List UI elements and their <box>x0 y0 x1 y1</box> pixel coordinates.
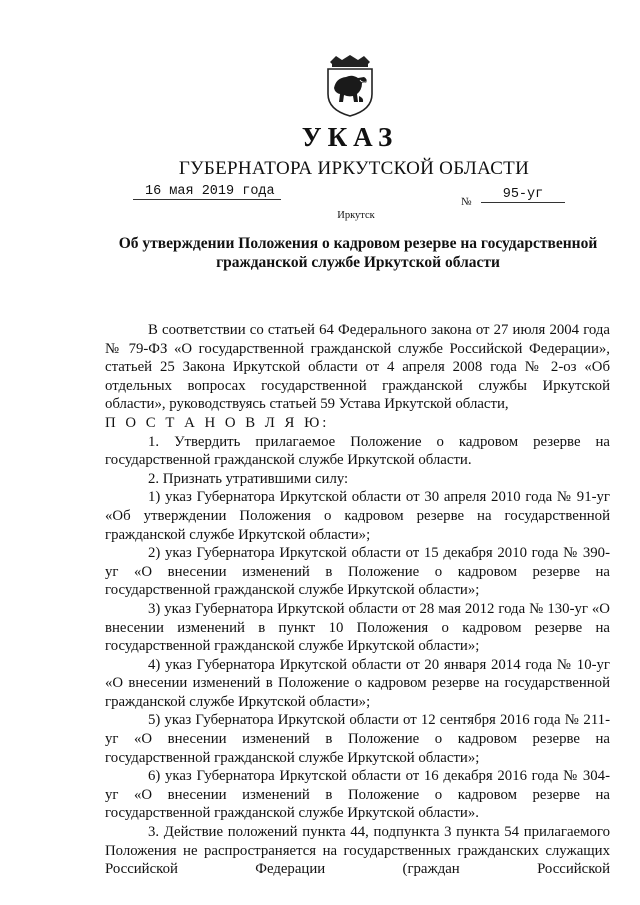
city-name: Иркутск <box>337 210 375 221</box>
decree-date: 16 мая 2019 года <box>133 184 281 200</box>
decree-number: 95-уг <box>481 187 565 203</box>
paragraph-item-1: 1. Утвердить прилагаемое Положение о кадровом резерве на государственной гражданской службе Иркутской области. <box>105 433 610 469</box>
paragraph-preamble: В соответствии со статьей 64 Федерального закона от 27 июля 2004 года № 79-ФЗ «О государственной гражданской службе Российской Федерации», статьей 25 Закона Иркутской области от 4 апреля 2008 года № 2-оз «Об отдельных вопросах государственной гражданской службы Иркутской области», руководствуясь статьей 59 Устава Иркутской области, <box>105 322 610 413</box>
document-subtitle: ГУБЕРНАТОРА ИРКУТСКОЙ ОБЛАСТИ <box>178 158 530 179</box>
document-body <box>105 321 610 879</box>
paragraph-item-2: 2. Признать утратившими силу: <box>148 470 349 487</box>
paragraph-repeal-3: 3) указ Губернатора Иркутской области от 28 мая 2012 года № 130-уг «О внесении изменений в пункт 10 Положения о кадровом резерве на государственной гражданской службе Иркутской области»; <box>105 600 610 655</box>
paragraph-decision: П О С Т А Н О В Л Я Ю: <box>105 414 330 431</box>
paragraph-repeal-5: 5) указ Губернатора Иркутской области от 12 сентября 2016 года № 211-уг «О внесении изменений в Положение о кадровом резерве на государственной гражданской службе Иркутской области»; <box>105 712 610 766</box>
paragraph-repeal-1: 1) указ Губернатора Иркутской области от 30 апреля 2010 года № 91-уг «Об утверждении Положения о кадровом резерве на государственной гражданской службе Иркутской области»; <box>105 489 610 543</box>
decree-heading: Об утверждении Положения о кадровом резерве на государственной гражданской службе Иркутской области <box>118 235 598 271</box>
paragraph-item-3: 3. Действие положений пункта 44, подпункта 3 пункта 54 прилагаемого Положения не распространяется на государственных гражданских служащих Российской Федерации (граждан Российской <box>105 824 610 878</box>
number-sign: № <box>461 196 472 208</box>
irkutsk-coat-of-arms-icon <box>322 52 378 118</box>
paragraph-repeal-4: 4) указ Губернатора Иркутской области от 20 января 2014 года № 10-уг «О внесении изменений в Положение о кадровом резерве на государственной гражданской службе Иркутской области»; <box>105 656 610 710</box>
document-title: УКАЗ <box>301 122 399 152</box>
paragraph-repeal-2: 2) указ Губернатора Иркутской области от 15 декабря 2010 года № 390-уг «О внесении изменений в Положение о кадровом резерве на государственной гражданской службе Иркутской области»; <box>105 545 610 599</box>
paragraph-repeal-6: 6) указ Губернатора Иркутской области от 16 декабря 2016 года № 304-уг «О внесении изменений в Положение о кадровом резерве на государственной гражданской службе Иркутской области». <box>105 768 610 822</box>
